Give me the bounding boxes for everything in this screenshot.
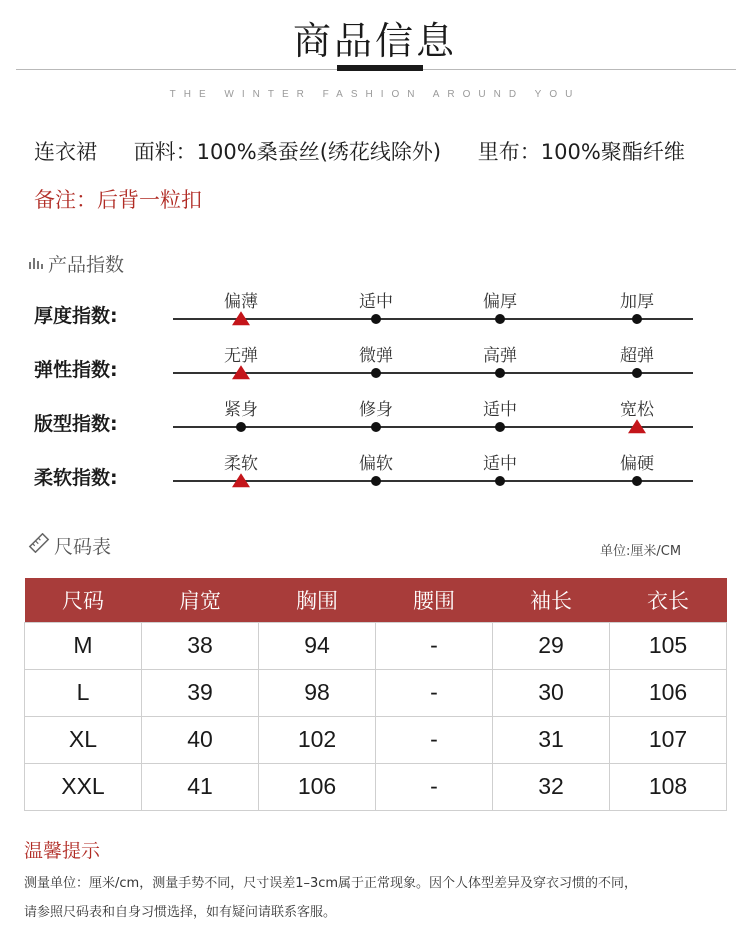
index-option-label: 加厚 [620,292,654,312]
index-option-label: 偏厚 [483,292,517,312]
table-cell: XXL [25,763,142,810]
size-table-header-row [25,578,727,622]
index-scale-line [173,372,693,374]
index-option-label: 偏硬 [620,454,654,474]
scale-dot [495,422,505,432]
index-option-label: 偏薄 [224,292,258,312]
table-cell: 94 [259,622,376,669]
scale-dot [371,422,381,432]
index-scale-line [173,480,693,482]
unit-label: 单位:厘米/CM [600,544,682,559]
note-text: 备注：后背一粒扣 [34,188,202,212]
fabric-text: 面料：100%桑蚕丝(绣花线除外) [133,140,442,164]
index-row-label: 柔软指数: [34,467,118,489]
scale-dot [495,476,505,486]
table-cell: 38 [142,622,259,669]
table-row [25,669,727,716]
title-underline-bar [337,65,423,71]
table-cell: - [376,669,493,716]
table-cell: 29 [493,622,610,669]
index-option-label: 适中 [483,400,517,420]
scale-dot [632,476,642,486]
table-cell: L [25,669,142,716]
selected-marker-icon [232,311,250,325]
table-cell: 102 [259,716,376,763]
ruler-icon [28,533,50,558]
size-chart-title: 尺码表 [54,536,112,558]
index-scale-line [173,318,693,320]
product-index-title: 产品指数 [48,254,125,276]
index-option-label: 超弹 [620,346,654,366]
selected-marker-icon [232,473,250,487]
index-option-label: 修身 [359,400,393,420]
scale-dot [371,476,381,486]
table-cell: 31 [493,716,610,763]
table-cell: - [376,763,493,810]
index-option-label: 柔软 [224,454,258,474]
column-header: 胸围 [259,578,376,622]
scale-dot [371,368,381,378]
page-subtitle: THE WINTER FASHION AROUND YOU [169,89,581,100]
product-index-heading [28,250,124,277]
lining-text: 里布：100%聚酯纤维 [477,140,685,164]
index-row-label: 版型指数: [34,413,118,435]
page-title: 商品信息 [292,19,457,63]
table-cell: 108 [610,763,727,810]
tips-text-line-1: 测量单位：厘米/cm，测量手势不同，尺寸误差1–3cm属于正常现象。因个人体型差异及穿衣习惯的不同， [24,876,638,891]
index-option-label: 微弹 [359,346,393,366]
index-option-label: 偏软 [359,454,393,474]
scale-dot [495,368,505,378]
table-cell: 105 [610,622,727,669]
index-option-label: 无弹 [224,346,258,366]
selected-marker-icon [232,365,250,379]
table-row [25,716,727,763]
scale-dot [236,422,246,432]
index-option-label: 紧身 [224,400,258,420]
index-option-label: 适中 [359,292,393,312]
index-option-label: 高弹 [483,346,517,366]
scale-dot [632,314,642,324]
table-cell: 32 [493,763,610,810]
column-header: 腰围 [376,578,493,622]
selected-marker-icon [628,419,646,433]
table-row [25,763,727,810]
size-table [24,578,727,811]
table-cell: M [25,622,142,669]
table-cell: 40 [142,716,259,763]
table-cell: XL [25,716,142,763]
column-header: 袖长 [493,578,610,622]
size-chart-heading [28,532,111,559]
table-cell: 106 [259,763,376,810]
table-cell: - [376,716,493,763]
index-option-label: 适中 [483,454,517,474]
table-cell: 98 [259,669,376,716]
bar-chart-icon [28,253,44,275]
product-info-line [34,136,685,166]
tips-text-line-2: 请参照尺码表和自身习惯选择，如有疑问请联系客服。 [24,905,337,920]
table-cell: 39 [142,669,259,716]
table-cell: 107 [610,716,727,763]
table-cell: 106 [610,669,727,716]
table-row [25,622,727,669]
scale-dot [495,314,505,324]
table-cell: - [376,622,493,669]
index-row-label: 厚度指数: [34,305,118,327]
column-header: 尺码 [25,578,142,622]
table-cell: 30 [493,669,610,716]
column-header: 衣长 [610,578,727,622]
column-header: 肩宽 [142,578,259,622]
scale-dot [371,314,381,324]
category-text: 连衣裙 [34,140,97,164]
scale-dot [632,368,642,378]
table-cell: 41 [142,763,259,810]
index-option-label: 宽松 [620,400,654,420]
index-row-label: 弹性指数: [34,359,118,381]
index-scale-line [173,426,693,428]
tips-title: 温馨提示 [24,840,101,862]
